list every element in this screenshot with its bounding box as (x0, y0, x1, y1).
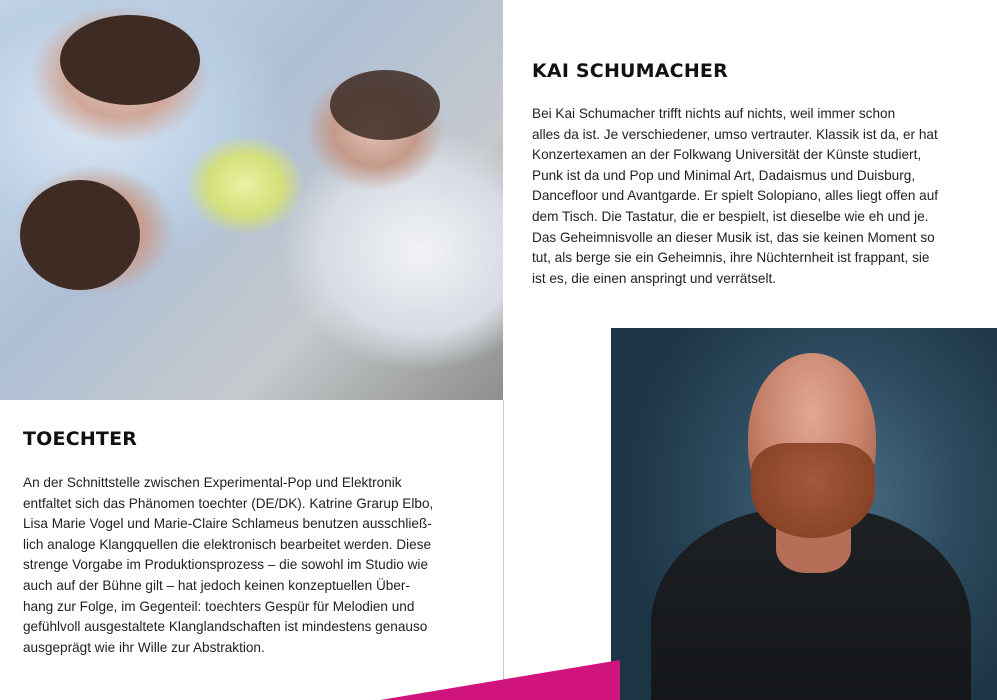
hair-shape (20, 180, 140, 290)
text-line: Konzertexamen an der Folkwang Universität der Künste studiert, (532, 147, 922, 163)
hair-shape (60, 15, 200, 105)
page-divider (503, 400, 504, 700)
kai-schumacher-heading: KAI SCHUMACHER (532, 60, 728, 82)
beard-shape (751, 443, 875, 538)
kai-schumacher-text (532, 104, 992, 289)
text-line: Punk ist da und Pop und Minimal Art, Dadaismus und Duisburg, (532, 167, 916, 183)
text-line: gefühlvoll ausgestaltete Klanglandschaften ist mindestens genauso (23, 619, 428, 635)
text-line: Lisa Marie Vogel und Marie-Claire Schlameus benutzen ausschließ- (23, 516, 432, 532)
text-line: ausgeprägt wie ihr Wille zur Abstraktion. (23, 639, 265, 655)
hair-shape (330, 70, 440, 140)
text-line: tut, als berge sie ein Geheimnis, ihre Nüchternheit ist frappant, sie (532, 250, 930, 266)
text-line: ist es, die einen anspringt und verrätselt. (532, 270, 777, 286)
text-line: dem Tisch. Die Tastatur, die er bespielt, ist dieselbe wie eh und je. (532, 208, 929, 224)
text-line: hang zur Folge, im Gegenteil: toechters Gespür für Melodien und (23, 598, 415, 614)
toechter-photo (0, 0, 503, 400)
text-line: Dancefloor und Avantgarde. Er spielt Solopiano, alles liegt offen auf (532, 188, 939, 204)
toechter-heading: TOECHTER (23, 428, 138, 450)
text-line: An der Schnittstelle zwischen Experimental-Pop und Elektronik (23, 475, 402, 490)
text-line: alles da ist. Je verschiedener, umso vertrauter. Klassik ist da, er hat (532, 126, 938, 142)
text-line: entfaltet sich das Phänomen toechter (DE/DK). Katrine Grarup Elbo, (23, 495, 434, 511)
text-line: Das Geheimnisvolle an dieser Musik ist, das sie keinen Moment so (532, 229, 935, 245)
toechter-text (23, 473, 493, 658)
accent-shape (380, 660, 620, 700)
text-line: auch auf der Bühne gilt – hat jedoch keinen konzeptuellen Über- (23, 577, 410, 593)
text-line: lich analoge Klangquellen die elektronisch bearbeitet werden. Diese (23, 536, 432, 552)
kai-schumacher-photo (611, 328, 997, 700)
text-line: strenge Vorgabe im Produktionsprozess – die sowohl im Studio wie (23, 557, 429, 573)
text-line: Bei Kai Schumacher trifft nichts auf nichts, weil immer schon (532, 106, 896, 121)
